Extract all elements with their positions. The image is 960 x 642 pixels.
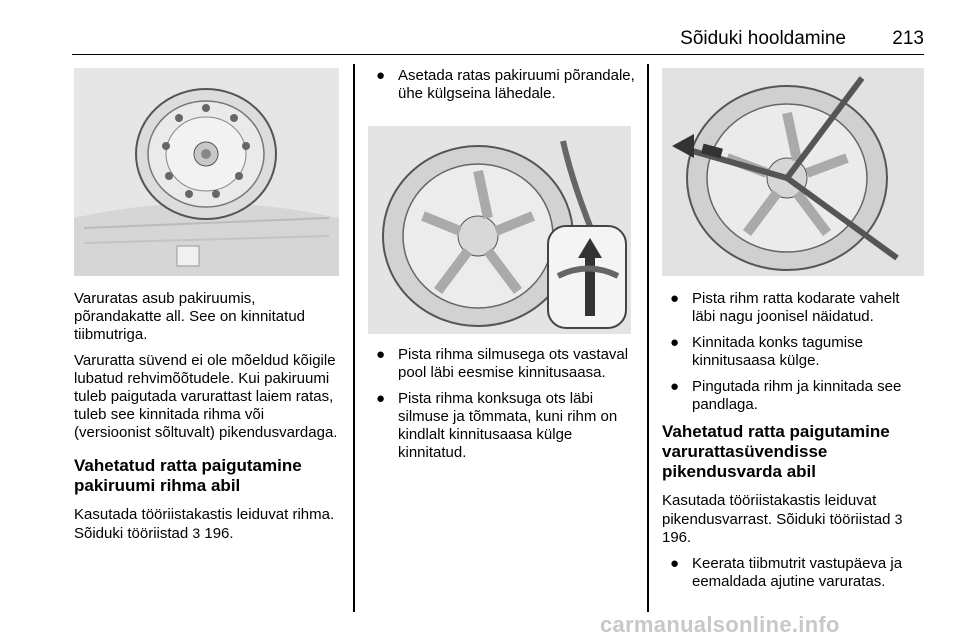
list-item: ● Kinnitada konks tagumise kinnitusaasa külge. — [670, 334, 863, 369]
bullet-icon: ● — [670, 378, 680, 395]
list-item: ● Keerata tiibmutrit vastupäeva ja eemaldada ajutine varuratas. — [670, 555, 903, 590]
paragraph: Varuratas asub pakiruumis, põrandakatte all. See on kinnitatud tiibmutriga. — [74, 290, 305, 343]
list-item: ● Pingutada rihm ja kinnitada see pandlaga. — [670, 378, 902, 413]
strap-loop-drawing — [368, 126, 631, 334]
bullet-icon: ● — [670, 334, 680, 351]
watermark: carmanualsonline.info — [600, 612, 840, 637]
bullet-icon: ● — [376, 346, 386, 363]
section-heading: Vahetatud ratta paigutamine pakiruumi rihma abil — [74, 456, 302, 495]
bullet-icon: ● — [670, 290, 680, 307]
paragraph: Kasutada tööriistakastis leiduvat rihma. Sõiduki tööriistad 3 196. — [74, 506, 335, 542]
bullet-icon: ● — [376, 390, 386, 407]
page-ref-arrow-icon[interactable]: 3 — [192, 525, 201, 541]
paragraph: Kasutada tööriistakastis leiduvat pikendusvarrast. Sõiduki tööriistad 3 196. — [662, 492, 903, 546]
strap-through-eye-illustration — [368, 126, 631, 334]
bullet-icon: ● — [670, 555, 680, 572]
column-2-top-text — [368, 67, 638, 111]
strap-spokes-drawing — [662, 68, 924, 276]
list-item: ● Asetada ratas pakiruumi põrandale, ühe külgseina lähedale. — [376, 67, 635, 102]
list-item: ● Pista rihma konksuga ots läbi silmuse ja tõmmata, kuni rihm on kindlalt kinnitusaasa külge kinnitatud. — [376, 390, 618, 461]
page-number: 213 — [892, 28, 924, 49]
section-heading: Vahetatud ratta paigutamine varurattasüvendisse pikendusvarda abil — [662, 422, 890, 481]
list-item: ● Pista rihma silmusega ots vastaval pool läbi eesmise kinnitusaasa. — [376, 346, 629, 381]
page-header — [72, 26, 924, 55]
column-divider-2 — [647, 64, 649, 612]
paragraph: Varuratta süvend ei ole mõeldud kõigile lubatud rehvimõõtudele. Kui pakiruumi tuleb paigutada varurattast laiem ratas, tuleb see kinnitada rihma või (versioonist sõltuvalt) pikendusvardaga. — [74, 352, 338, 441]
strap-over-wheel-illustration — [662, 68, 924, 276]
bullet-icon: ● — [376, 67, 386, 84]
column-divider-1 — [353, 64, 355, 612]
column-3-text — [662, 290, 924, 599]
spare-wheel-well-illustration — [74, 68, 339, 276]
page-ref-arrow-icon[interactable]: 3 — [894, 511, 903, 527]
spare-wheel-well-drawing — [74, 68, 339, 276]
column-1-text — [74, 290, 344, 551]
list-item: ● Pista rihm ratta kodarate vahelt läbi nagu joonisel näidatud. — [670, 290, 900, 325]
page-title: Sõiduki hooldamine — [680, 28, 846, 49]
column-2-bottom-text — [368, 346, 638, 470]
